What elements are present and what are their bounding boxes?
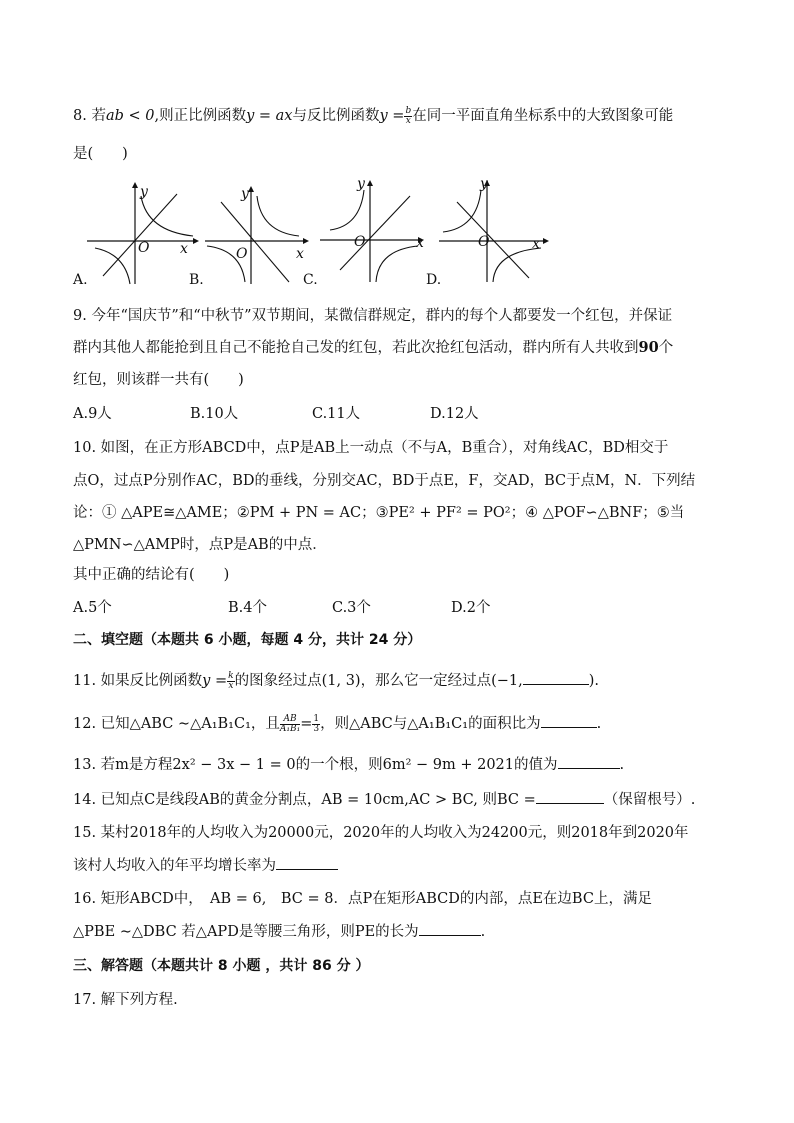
q9-line1: 9. 今年“国庆节”和“中秋节”双节期间，某微信群规定，群内的每个人都要发一个红包，并保证 [73, 308, 673, 324]
q13-end: . [619, 757, 625, 773]
fraction-denominator: A₁B₁ [279, 723, 301, 734]
q10-option-c: C.3个 [332, 600, 371, 616]
fraction-denominator: x [228, 680, 234, 691]
q9-red-envelope-count: 90 [638, 339, 659, 356]
graph-b-y-label: y [241, 186, 249, 202]
q11-suffix: ). [588, 673, 599, 689]
q13-answer-blank[interactable] [558, 754, 620, 769]
graph-b [203, 180, 313, 285]
q17: 17. 解下列方程. [73, 992, 178, 1008]
q11-fraction [227, 672, 234, 691]
q15-line1: 15. 某村2018年的人均收入为20000元，2020年的人均收入为24200元，则2018年到2020年 [73, 825, 689, 841]
q12-ratio-fraction [280, 715, 300, 734]
graph-c-origin: O [354, 234, 366, 250]
q8-text-1: ,则正比例函数 [154, 108, 247, 124]
q11-prefix: 11. 如果反比例函数 [73, 673, 203, 689]
q12-value-fraction [312, 715, 320, 734]
graph-b-line [221, 202, 289, 282]
q10-line5: 其中正确的结论有( ) [73, 567, 230, 583]
option-b-label: B. [189, 272, 204, 288]
fraction-numerator: AB [280, 715, 300, 725]
q15-line2-text: 该村人均收入的年平均增长率为 [73, 858, 276, 874]
q9-line3: 红包，则该群一共有( ) [73, 372, 244, 388]
q8-text-2: 与反比例函数 [292, 108, 380, 124]
graph-d-x-label: x [532, 236, 540, 252]
q9-line2 [73, 338, 673, 358]
q12 [73, 713, 601, 734]
q13 [73, 754, 624, 775]
option-d-label: D. [426, 272, 442, 288]
q8-condition: ab < 0 [105, 108, 155, 124]
graph-a-y-label: y [140, 184, 148, 200]
graph-a-x-label: x [180, 241, 188, 257]
q10-option-a: A.5个 [73, 600, 112, 616]
q9-line2-prefix: 群内其他人都能抢到且自己不能抢自己发的红包，若此次抢红包活动，群内所有人共收到 [73, 340, 639, 356]
option-a-label: A. [73, 272, 88, 288]
graph-d-origin: O [478, 234, 490, 250]
q12-suffix: ，则△ABC与△A₁B₁C₁的面积比为 [320, 716, 541, 732]
graph-c-curve-2 [376, 246, 418, 282]
q9-option-b: B.10人 [190, 406, 239, 422]
fraction-denominator: x [405, 115, 411, 126]
q14 [73, 789, 695, 810]
q15-answer-blank[interactable] [276, 855, 338, 870]
section-2-heading: 二、填空题（本题共 6 小题，每题 4 分，共计 24 分） [73, 632, 422, 648]
graph-d-line [457, 202, 529, 278]
graph-a-line [103, 194, 177, 276]
graph-d-y-label: y [480, 176, 488, 192]
graph-c-y-label: y [357, 176, 365, 192]
q8-prefix: 8. 若 [73, 108, 106, 124]
q12-equals: = [300, 716, 313, 732]
q11 [73, 670, 599, 691]
q11-answer-blank[interactable] [523, 670, 589, 685]
q16-line1: 16. 矩形ABCD中， AB = 6, BC = 8．点P在矩形ABCD的内部，点E在边BC上，满足 [73, 891, 652, 907]
graph-c [318, 172, 430, 284]
q16-line2 [73, 921, 485, 942]
q9-line2-suffix: 个 [658, 340, 674, 356]
q16-line2-text: △PBE ∼△DBC 若△APD是等腰三角形，则PE的长为 [73, 924, 419, 940]
q10-line2: 点O，过点P分别作AC，BD的垂线，分别交AC，BD于点E，F，交AD，BC于点M，N．下列结 [73, 473, 696, 489]
q14-answer-blank[interactable] [536, 789, 604, 804]
q10-option-d: D.2个 [451, 600, 491, 616]
q16-answer-blank[interactable] [419, 921, 481, 936]
graph-a-curve-1 [141, 196, 193, 236]
graph-c-curve-1 [330, 190, 364, 230]
fraction-numerator: b [405, 105, 412, 116]
q8-line2: 是( ) [73, 146, 128, 162]
q8-linear-function: y = ax [246, 108, 293, 124]
q10-option-b: B.4个 [228, 600, 267, 616]
q10-line3: 论：① △APE≅△AME；②PM + PN = AC；③PE² + PF² = PO²；④ △POF∽△BNF；⑤当 [73, 505, 685, 521]
q8-inverse-lhs: y = [379, 108, 405, 124]
q13-prefix: 13. 若m是方程2x² − 3x − 1 = 0的一个根，则6m² − 9m + 2021的值为 [73, 757, 558, 773]
q8-line1 [73, 106, 673, 126]
q9-option-a: A.9人 [73, 406, 112, 422]
fraction-denominator: 3 [313, 723, 320, 734]
q14-suffix: （保留根号）. [603, 792, 696, 808]
fraction-numerator: k [228, 670, 234, 681]
q9-option-c: C.11人 [312, 406, 361, 422]
graph-c-line [340, 196, 410, 270]
q10-line4: △PMN∽△AMP时，点P是AB的中点． [73, 537, 327, 553]
fraction-numerator: 1 [313, 713, 320, 724]
q12-prefix: 12. 已知△ABC ∼△A₁B₁C₁，且 [73, 716, 280, 732]
q11-mid: 的图象经过点(1, 3)，那么它一定经过点(−1, [234, 673, 523, 689]
graph-b-curve-1 [257, 196, 299, 236]
section-3-heading: 三、解答题（本题共计 8 小题 ，共计 86 分 ） [73, 958, 370, 974]
q16-end: . [480, 924, 486, 940]
graph-d [437, 172, 553, 284]
option-c-label: C. [303, 272, 318, 288]
graph-c-x-label: x [416, 235, 424, 251]
graph-a-origin: O [138, 240, 150, 256]
graph-b-origin: O [236, 246, 248, 262]
q11-function-lhs: y = [202, 673, 228, 689]
q8-text-3: 在同一平面直角坐标系中的大致图象可能 [412, 108, 674, 124]
q14-prefix: 14. 已知点C是线段AB的黄金分割点，AB = 10cm,AC > BC, 则BC = [73, 792, 536, 808]
q10-line1: 10. 如图，在正方形ABCD中，点P是AB上一动点（不与A，B重合），对角线AC，BD相交于 [73, 440, 669, 456]
q12-end: . [596, 716, 602, 732]
q12-answer-blank[interactable] [541, 713, 597, 728]
q9-option-d: D.12人 [430, 406, 479, 422]
graph-b-x-label: x [296, 246, 304, 262]
graph-d-curve-1 [443, 190, 481, 232]
q15-line2 [73, 855, 338, 876]
